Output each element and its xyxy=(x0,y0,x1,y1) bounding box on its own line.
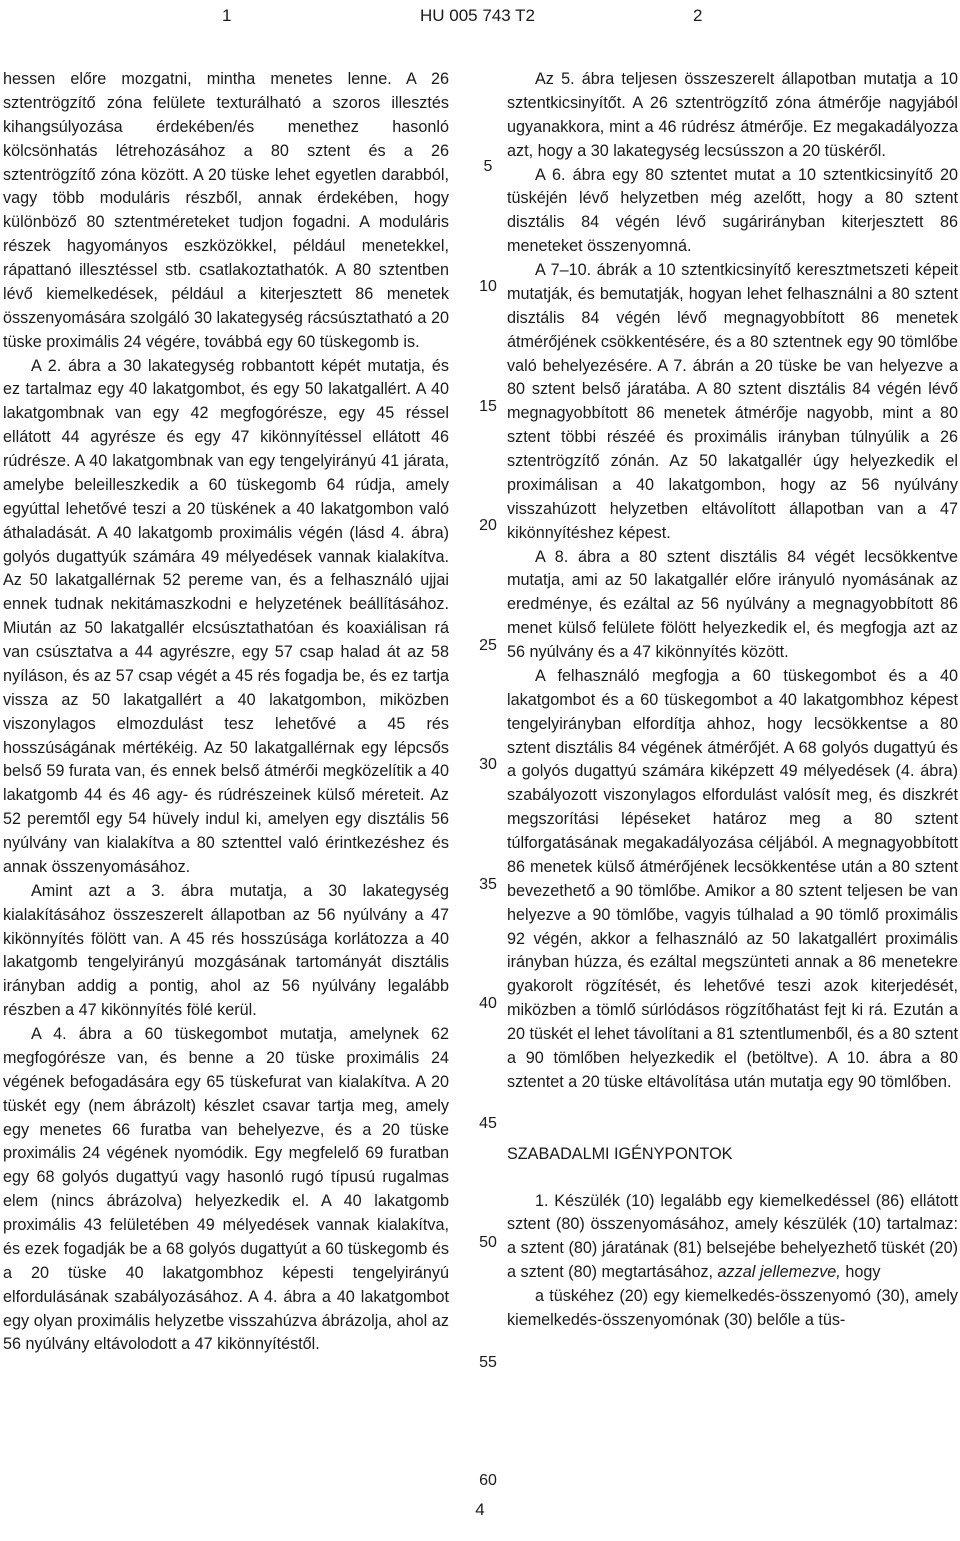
paragraph: hessen előre mozgatni, mintha menetes lenne. A 26 sztentrögzítő zóna felülete texturálható a szoros illesztés kihangsúlyozása érdekében/és menethez hasonló kölcsönhatás létrehozásához a 80 sztent és a 26 sztentrögzítő zóna között. A 20 tüske lehet egyetlen darabból, vagy több moduláris részből, annak érdekében, hogy különböző 80 sztentméreteket tudjon fogadni. A moduláris részek hagyományos eszközökkel, például menetekkel, rápattanó illesztéssel stb. csatlakoztathatók. A 80 sztentben lévő kiemelkedések, például a kiterjesztett 86 menetek összenyomására szolgáló 30 lakategység rácsúsztatható a 20 tüske proximális 24 végére, továbbá egy 60 tüskegomb is. xyxy=(3,70,449,351)
paragraph: A 6. ábra egy 80 sztentet mutat a 10 sztentkicsinyítő 20 tüskéjén lévő helyzetben még azelőtt, hogy a 80 sztent disztális 84 végén lévő sugárirányban kiterjesztett 86 meneteket összenyomná. xyxy=(507,165,958,256)
claim-1-element: a tüskéhez (20) egy kiemelkedés-összenyomó (30), amely kiemelkedés-összenyomónak (30) belőle a tüs- xyxy=(507,1287,958,1329)
paragraph: A 2. ábra a 30 lakategység robbantott képét mutatja, és ez tartalmaz egy 40 lakatgombot, és egy 50 lakatgallért. A 40 lakatgombnak van egy 42 megfogórésze, egy 45 réssel ellátott 44 agyrésze és egy 47 kikönnyítéssel ellátott 46 rúdrésze. A 40 lakatgombnak van egy tengelyirányú 41 járata, amelybe beleilleszkedik a 60 tüskegomb 64 rúdja, amely egyúttal lehetővé teszi a 20 tüskének a 40 lakatgombon való áthaladását. A 40 lakatgomb proximális végén (lásd 4. ábra) golyós dugattyúk számára 49 mélyedések vannak kialakítva. Az 50 lakatgallérnak 52 pereme van, és a felhasználó ujjai ennek tudnak nekitámaszkodni e helyzetének beállításához. Miután az 50 lakatgallér elcsúsztathatóan és koaxiálisan rá van csúsztatva a 44 agyrészre, egy 57 csap halad át az 58 nyíláson, és az 57 csap végét a 45 rés fogadja be, és ez tartja vissza az 50 lakatgallért a 40 lakatgombon, miközben viszonylagos elmozdulást tesz lehetővé a 45 rés hosszúságának mértékéig. Az 50 lakatgallérnak egy lépcsős belső 59 furata van, és ennek belső átmérői megközelítik a 40 lakatgomb 44 és 46 agy- és rúdrészeinek külső méreteit. Az 52 peremtől egy 54 hüvely indul ki, amelyen egy disztális 56 nyúlvány van kialakítva a 80 sztenttel való érintkezéshez és annak összenyomásához. xyxy=(3,356,449,876)
paragraph: A 8. ábra a 80 sztent disztális 84 végét lecsökkentve mutatja, ami az 50 lakatgallér előre irányuló nyomásának az eredménye, és ezáltal az 56 nyúlvány a megnagyobbított 86 menet külső felülete fölött helyezkedik el, és megfogja azt az 56 nyúlvány és a 47 kikönnyítés között. xyxy=(507,547,958,661)
line-number: 10 xyxy=(479,278,497,295)
line-number: 55 xyxy=(479,1354,497,1371)
line-number: 25 xyxy=(479,637,497,654)
patent-number: HU 005 743 T2 xyxy=(420,6,535,25)
right-text-column xyxy=(507,68,958,1333)
paragraph: A felhasználó megfogja a 60 tüskegombot és a 40 lakatgombot és a 60 tüskegombot a 40 lakatgombhoz képest tengelyirányban elfordítja ahhoz, hogy lecsökkentse a 80 sztent disztális 84 végének átmérőjét. A 68 golyós dugattyú és a golyós dugattyú számára kiképzett 49 mélyedések (4. ábra) szabályozott viszonylagos elfordulást valósít meg, és diszkrét megszorítási lépéseket határoz meg a 80 sztent túlforgatásának megakadályozása céljából. A megnagyobbított 86 menetek külső átmérőjének lecsökkentése után a 80 sztent bevezethető a 90 tömlőbe. Amikor a 80 sztent teljesen be van helyezve a 90 tömlőbe, vagyis túlhalad a 90 tömlő proximális 92 végén, akkor a felhasználó az 50 lakatgallért proximális irányban húzza, és ezáltal megszünteti annak a 86 menetekre gyakorolt rögzítését, és lehetővé teszi azok kiterjedését, miközben a tömlő súrlódásos rögzítőhatást fejt ki rá. Ezután a 20 tüskét el lehet távolítani a 81 sztentlumenből, és a 80 sztent a 90 tömlőben helyezkedik el (betöltve). A 10. ábra a 80 sztentet a 20 tüske eltávolítása után mutatja egy 90 tömlőben. xyxy=(507,666,958,1091)
page-footer xyxy=(0,1500,960,1520)
line-number: 15 xyxy=(479,398,497,415)
line-number: 45 xyxy=(479,1115,497,1132)
line-number: 30 xyxy=(479,756,497,773)
claim-text: hogy xyxy=(845,1263,881,1282)
line-number: 40 xyxy=(479,995,497,1012)
right-page-number: 2 xyxy=(693,6,703,25)
line-number: 60 xyxy=(479,1472,497,1489)
claim-characterizing-phrase: azzal jellemezve, xyxy=(717,1263,841,1282)
claim-text: 1. Készülék (10) legalább egy kiemelkedéssel (86) ellátott sztent (80) összenyomásához, amely készülék (10) tartalmaz: a sztent (80) járatának (81) belsejébe behelyezhető tüskét (20) a sztent (80) megtartásához, xyxy=(507,1191,958,1282)
line-number: 50 xyxy=(479,1234,497,1251)
left-text-column xyxy=(3,68,449,1357)
page-header xyxy=(0,0,960,30)
paragraph: A 7–10. ábrák a 10 sztentkicsinyítő keresztmetszeti képeit mutatják, és bemutatják, hogyan lehet felhasználni a 80 sztent disztális 84 végén lévő megnagyobbított 86 menetek átmérőjének csökkentésére, és a 80 sztentnek egy 90 tömlőbe való behelyezésére. A 7. ábrán a 20 tüske be van helyezve a 80 sztent belső járatába. A 80 sztent disztális 84 végén lévő megnagyobbított 86 menetek átmérője nagyobb, mint a 80 sztent többi részéé és proximális irányban túlnyúlik a 26 sztentrögzítő zónán. Az 50 lakatgallér úgy helyezkedik el proximálisan a 40 lakatgombon, hogy az 56 nyúlvány visszahúzott helyzetben eltávolított állapotban van a 47 kikönnyítéshez képest. xyxy=(507,261,958,542)
line-number: 20 xyxy=(479,517,497,534)
claim-1-intro xyxy=(507,1190,958,1286)
line-number: 35 xyxy=(479,876,497,893)
claims-heading: SZABADALMI IGÉNYPONTOK xyxy=(507,1144,733,1163)
footer-page-number: 4 xyxy=(475,1500,485,1519)
paragraph: Amint azt a 3. ábra mutatja, a 30 lakategység kialakításához összeszerelt állapotban az 56 nyúlvány a 47 kikönnyítés fölött van. A 45 rés hosszúsága korlátozza a 40 lakatgomb tengelyirányú mozgásának tartományát disztális irányban addig a pontig, ahol az 56 nyúlvány legalább részben a 47 kikönnyítés fölé kerül. xyxy=(3,881,449,1020)
paragraph: A 4. ábra a 60 tüskegombot mutatja, amelynek 62 megfogórésze van, és benne a 20 tüske proximális 24 végének befogadására egy 65 tüskefurat van kialakítva. A 20 tüskét egy (nem ábrázolt) készlet csavar tartja meg, amely egy menetes 66 furatba van behelyezve, és a 20 tüske proximális 24 végének nyomódik. Egy megfelelő 69 furatban egy 68 golyós dugattyú vagy hasonló rugó típusú rugalmas elem (nincs ábrázolva) helyezkedik el. A 40 lakatgomb proximális 43 felületében 49 mélyedések vannak kialakítva, és ezek fogadják be a 68 golyós dugattyút a 60 tüskegomb és a 20 tüske 40 lakatgombhoz képesti tengelyirányú elfordulásának szabályozásához. A 4. ábra a 40 lakatgombot egy olyan proximális helyzetbe visszahúzva ábrázolja, ahol az 56 nyúlvány eltávolodott a 47 kikönnyítéstől. xyxy=(3,1025,449,1354)
paragraph: Az 5. ábra teljesen összeszerelt állapotban mutatja a 10 sztentkicsinyítőt. A 26 sztentrögzítő zóna átmérője nagyjából ugyanakkora, mint a 46 rúdrész átmérője. Ez megakadályozza azt, hogy a 30 lakategység lecsússzon a 20 tüskéről. xyxy=(507,70,958,160)
left-page-number: 1 xyxy=(222,6,232,25)
line-number: 5 xyxy=(483,158,493,175)
